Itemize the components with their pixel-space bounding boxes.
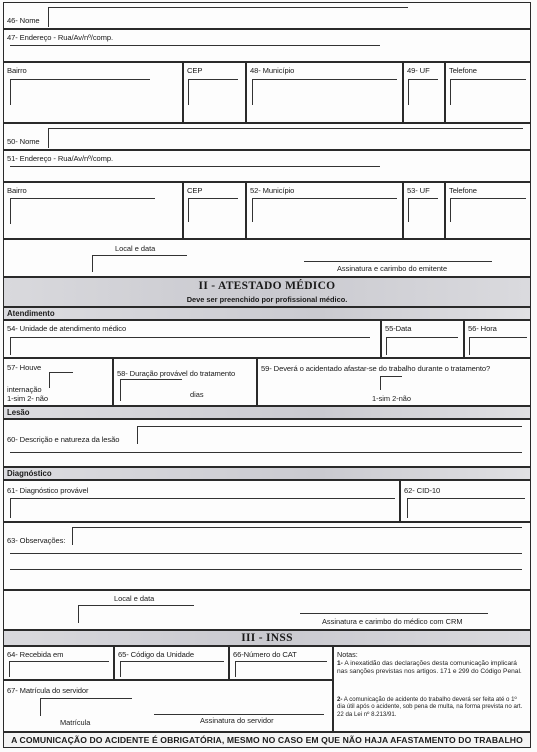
field-60-entry-line	[137, 426, 522, 444]
field-bairro-2[interactable]	[3, 182, 183, 239]
field-58-label: 58- Duração provável do tratamento	[117, 369, 236, 378]
field-66-entry-line	[235, 661, 327, 677]
field-52-municipio[interactable]	[246, 182, 403, 239]
field-67-label: 67- Matrícula do servidor	[7, 686, 89, 695]
field-64-entry-line	[9, 661, 109, 677]
note-2-text: A comunicação de acidente do trabalho deverá ser feita até o 1º dia útil após o acidente, sob pena de multa, na forma prevista no art. 22 da Lei nº 8.213/91.	[337, 696, 523, 718]
field-cep-2[interactable]	[183, 182, 246, 239]
note-1-text: A inexatidão das declarações desta comunicação implicará nas sanções previstas nos artigos. 171 e 299 do Código Penal.	[337, 660, 522, 676]
field-58-dias: dias	[190, 390, 204, 399]
doctor-signature-area[interactable]	[3, 590, 531, 630]
field-48-entry-line	[252, 79, 397, 105]
section-iii-title: III - INSS	[241, 632, 293, 644]
field-cep-1[interactable]	[183, 62, 246, 123]
lesao-label: Lesão	[7, 408, 30, 417]
matricula-entry-line[interactable]	[40, 698, 132, 716]
field-47-endereco[interactable]	[3, 29, 531, 62]
field-51-entry-line	[10, 166, 380, 167]
cep-1-entry-line	[188, 79, 238, 105]
field-50-entry-line[interactable]	[48, 128, 523, 148]
matricula-label: Matrícula	[60, 718, 91, 727]
field-51-endereco[interactable]	[3, 150, 531, 182]
field-55-entry-line	[386, 337, 458, 355]
local-data-1-label: Local e data	[115, 244, 156, 253]
field-63-observacoes[interactable]	[3, 522, 531, 590]
section-iii-header	[3, 630, 531, 646]
cep-2-entry-line	[188, 198, 238, 222]
telefone-1-label: Telefone	[449, 66, 477, 75]
field-49-label: 49- UF	[407, 66, 430, 75]
telefone-2-entry-line	[450, 198, 526, 222]
field-65-codigo-unidade[interactable]	[114, 646, 229, 680]
atendimento-header	[3, 307, 531, 320]
field-47-entry-line	[10, 45, 380, 46]
field-48-label: 48- Município	[250, 66, 295, 75]
field-60-entry-line-2	[10, 452, 522, 453]
field-55-data[interactable]	[381, 320, 464, 358]
field-54-unidade[interactable]	[3, 320, 381, 358]
field-63-label: 63- Observações:	[7, 536, 66, 545]
field-67-matricula[interactable]	[3, 680, 333, 732]
field-46-entry-line[interactable]	[48, 7, 408, 27]
field-52-label: 52- Município	[250, 186, 295, 195]
field-64-recebida[interactable]	[3, 646, 114, 680]
field-50-label: 50- Nome	[7, 137, 40, 146]
field-63-line-2	[10, 553, 522, 554]
section-ii-header	[3, 277, 531, 307]
field-65-label: 65- Código da Unidade	[118, 650, 195, 659]
field-62-label: 62- CID-10	[404, 486, 441, 495]
field-46-label: 46- Nome	[7, 16, 40, 25]
telefone-1-entry-line	[450, 79, 526, 105]
field-57-options: 1-sim 2- não	[7, 394, 49, 403]
doctor-signature-line	[300, 613, 488, 614]
field-63-line-3	[10, 569, 522, 570]
field-61-label: 61- Diagnóstico provável	[7, 486, 89, 495]
field-59-options: 1-sim 2-não	[372, 394, 412, 403]
field-49-uf[interactable]	[403, 62, 445, 123]
field-59-afastamento[interactable]	[257, 358, 531, 406]
notes-box	[333, 646, 531, 732]
field-66-numero-cat[interactable]	[229, 646, 333, 680]
field-49-entry-line	[408, 79, 438, 105]
field-50-nome[interactable]	[3, 123, 531, 150]
field-66-label: 66-Número do CAT	[233, 650, 297, 659]
field-57-checkbox[interactable]	[49, 372, 73, 388]
field-61-entry-line	[10, 498, 395, 518]
field-56-hora[interactable]	[464, 320, 531, 358]
field-56-entry-line	[469, 337, 527, 355]
field-58-duracao[interactable]	[113, 358, 257, 406]
bairro-2-label: Bairro	[7, 186, 27, 195]
field-53-uf[interactable]	[403, 182, 445, 239]
cat-form-page	[3, 2, 531, 748]
field-60-label: 60- Descrição e natureza da lesão	[7, 435, 120, 444]
note-2	[337, 696, 525, 718]
atendimento-label: Atendimento	[7, 309, 55, 318]
local-data-2-label: Local e data	[114, 594, 155, 603]
field-59-label: 59- Deverá o acidentado afastar-se do trabalho durante o tratamento?	[261, 364, 491, 373]
field-65-entry-line	[120, 661, 224, 677]
diagnostico-header	[3, 467, 531, 480]
bairro-2-entry-line	[10, 198, 155, 224]
section-ii-subtitle: Deve ser preenchido por profissional médico.	[186, 295, 348, 304]
field-57-internacao[interactable]	[3, 358, 113, 406]
note-1	[337, 660, 525, 676]
cep-1-label: CEP	[187, 66, 203, 75]
bairro-1-label: Bairro	[7, 66, 27, 75]
notes-title: Notas:	[337, 650, 358, 659]
field-52-entry-line	[252, 198, 397, 222]
diagnostico-label: Diagnóstico	[7, 469, 52, 478]
field-46-nome[interactable]	[3, 2, 531, 29]
field-63-entry-line	[72, 527, 522, 545]
local-data-1-line[interactable]	[92, 255, 187, 272]
section-ii-title: II - ATESTADO MÉDICO	[198, 280, 336, 292]
emitter-signature-label: Assinatura e carimbo do emitente	[337, 264, 448, 273]
servidor-signature-label: Assinatura do servidor	[200, 716, 274, 725]
field-51-label: 51- Endereço - Rua/Av/nº/comp.	[7, 154, 114, 163]
footer-obligatory-notice: A COMUNICAÇÃO DO ACIDENTE É OBRIGATÓRIA, MESMO NO CASO EM QUE NÃO HAJA AFASTAMENTO DO TRABALHO	[3, 732, 531, 748]
field-bairro-1[interactable]	[3, 62, 183, 123]
field-58-entry-line	[120, 379, 182, 401]
field-59-checkbox[interactable]	[380, 376, 402, 390]
field-telefone-2[interactable]	[445, 182, 531, 239]
servidor-signature-line	[154, 714, 324, 715]
field-55-label: 55-Data	[385, 324, 412, 333]
field-61-diagnostico[interactable]	[3, 480, 400, 522]
emitter-signature-line	[304, 261, 492, 262]
field-47-label: 47- Endereço - Rua/Av/nº/comp.	[7, 33, 114, 42]
lesao-header	[3, 406, 531, 419]
note-1-number: 1-	[337, 660, 343, 667]
field-60-descricao-lesao[interactable]	[3, 419, 531, 467]
field-56-label: 56- Hora	[468, 324, 497, 333]
field-62-entry-line	[407, 498, 525, 518]
note-2-number: 2-	[337, 696, 343, 703]
field-54-label: 54- Unidade de atendimento médico	[7, 324, 127, 333]
local-data-2-line[interactable]	[78, 605, 194, 623]
emitter-signature-area[interactable]	[3, 239, 531, 277]
field-62-cid10[interactable]	[400, 480, 531, 522]
field-telefone-1[interactable]	[445, 62, 531, 123]
field-48-municipio[interactable]	[246, 62, 403, 123]
field-57-label-1: 57- Houve	[7, 363, 42, 372]
field-64-label: 64- Recebida em	[7, 650, 64, 659]
field-54-entry-line	[10, 337, 370, 355]
doctor-signature-label: Assinatura e carimbo do médico com CRM	[322, 617, 463, 626]
field-53-label: 53- UF	[407, 186, 430, 195]
bairro-1-entry-line	[10, 79, 150, 105]
cep-2-label: CEP	[187, 186, 203, 195]
field-53-entry-line	[408, 198, 438, 222]
field-57-label-2: internação	[7, 385, 42, 394]
telefone-2-label: Telefone	[449, 186, 477, 195]
